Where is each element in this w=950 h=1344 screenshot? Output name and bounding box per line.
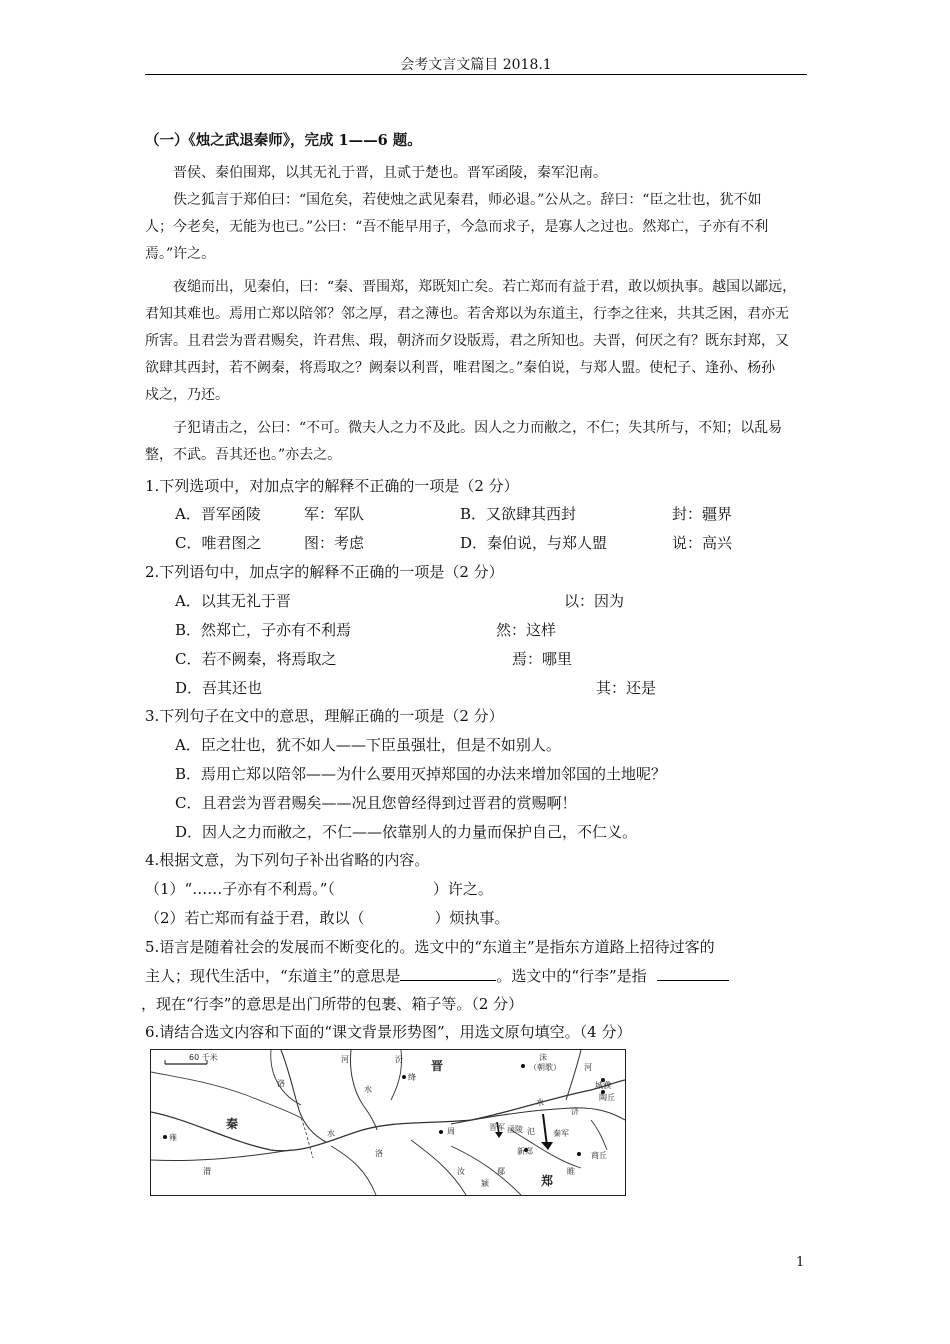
map-river-luo [271, 1050, 301, 1105]
map-label-shangqiu: 商丘 [591, 1151, 607, 1160]
map-label-ying: 颍 [481, 1179, 489, 1188]
section-title: （一）《烛之武退秦师》，完成 1——6 题。 [145, 132, 422, 149]
map-label-qinjun: 秦军 [553, 1129, 569, 1138]
map-label-he-east: 河 [584, 1063, 592, 1072]
question-3-stem: 3.下列句子在文中的意思，理解正确的一项是（2 分） [145, 707, 504, 725]
map-label-xinzheng: 新郑 [517, 1147, 533, 1156]
q1-option-d: D．秦伯说，与郑人盟 [460, 534, 608, 552]
map-river-wei [151, 1150, 291, 1161]
question-4-stem: 4.根据文意，为下列句子补出省略的内容。 [145, 851, 430, 869]
map-label-water: 水 [327, 1129, 335, 1138]
q4-sentence-2 [145, 908, 510, 928]
map-label-chengpu: 城濮 [595, 1081, 611, 1090]
passage-line: 焉。”许之。 [145, 246, 216, 262]
city-dot [521, 1064, 525, 1068]
q4-s1-prefix: （1）“……子亦有不利焉。”（ [145, 880, 335, 898]
map-label-sui: 睢 [567, 1167, 575, 1176]
map-label-ji: 济 [571, 1107, 579, 1116]
q5-answer-blank-1[interactable] [400, 966, 496, 981]
city-dot [439, 1130, 443, 1134]
passage-line: 晋侯、秦伯围郑，以其无礼于晋，且贰于楚也。晋军函陵，秦军氾南。 [173, 165, 607, 181]
q2-option-a-explanation: 以：因为 [564, 592, 625, 610]
q1-option-c-explanation: 图：考虑 [304, 534, 365, 552]
q5-text-b: 。选文中的“行李”是指 [496, 967, 647, 985]
map-label-jin: 晋 [431, 1059, 444, 1073]
q4-sentence-1 [145, 879, 493, 899]
q2-option-b: B．然郑亡，子亦有不利焉 [175, 621, 352, 639]
map-label-fan: 氾 [527, 1127, 535, 1136]
q2-option-b-explanation: 然：这样 [496, 621, 557, 639]
passage-line: 所害。且君尝为晋君赐矣，许君焦、瑕，朝济而夕设版焉，君之所知也。夫晋，何厌之有？既东封郑，又 [145, 333, 789, 349]
question-2-stem: 2.下列语句中，加点字的解释不正确的一项是（2 分） [145, 563, 504, 581]
q1-option-b: B．又欲肆其西封 [460, 505, 577, 523]
q3-option-c: C．且君尝为晋君赐矣——况且您曾经得到过晋君的赏赐啊！ [175, 794, 577, 812]
map-label-chaoge: （朝歌） [529, 1063, 561, 1072]
q1-option-a: A．晋军函陵 [175, 505, 261, 523]
q2-option-d: D．吾其还也 [175, 679, 263, 697]
q5-answer-blank-2[interactable] [657, 966, 729, 981]
map-river-ji [451, 1108, 625, 1124]
q2-option-a: A．以其无礼于晋 [175, 592, 291, 610]
question-1-stem: 1.下列选项中，对加点字的解释不正确的一项是（2 分） [145, 477, 519, 495]
q3-option-d: D．因人之力而敝之，不仁——依靠别人的力量而保护自己，不仁义。 [175, 823, 638, 841]
map-label-zhou: 周 [447, 1127, 455, 1136]
passage-line: 子犯请击之，公曰：“不可。微夫人之力不及此。因人之力而敝之，不仁；失其所与，不知；以乱易 [173, 420, 783, 436]
map-label-yan: 鄢 [497, 1167, 505, 1176]
map-svg [151, 1050, 625, 1195]
q3-option-b: B．焉用亡郑以陪邻——为什么要用灭掉郑国的办法来增加邻国的土地呢？ [175, 765, 667, 783]
header-rule [145, 74, 807, 75]
q1-option-b-explanation: 封：疆界 [672, 505, 733, 523]
map-label-hanling: 函陵 [507, 1125, 523, 1134]
map-scale-label: 60 千米 [189, 1053, 218, 1062]
map-label-luo: 洛 [277, 1079, 285, 1088]
q5-text-a: 主人；现代生活中，“东道主”的意思是 [145, 967, 401, 985]
question-5-line-1: 5.语言是随着社会的发展而不断变化的。选文中的“东道主”是指东方道路上招待过客的 [145, 938, 715, 956]
qin-army-arrow [543, 1114, 547, 1146]
q4-s2-prefix: （2）若亡郑而有益于君，敢以（ [145, 909, 365, 927]
q2-option-c-explanation: 焉：哪里 [512, 650, 573, 668]
jin-army-arrowhead [495, 1132, 503, 1138]
map-label-ru: 汝 [457, 1167, 465, 1176]
map-label-jinjun: 晋军 [489, 1123, 505, 1132]
question-5-line-3: ，现在“行李”的意思是出门所带的包裹、箱子等。（2 分） [141, 995, 524, 1013]
q2-option-c: C．若不阙秦，将焉取之 [175, 650, 337, 668]
city-dot [402, 1075, 406, 1079]
passage-line: 人；今老矣，无能为也已。”公曰：“吾不能早用子，今急而求子，是寡人之过也。然郑亡，子亦有不利 [145, 219, 769, 235]
passage-line: 欲肆其西封，若不阙秦，将焉取之？阙秦以利晋，唯君图之。”秦伯说，与郑人盟。使杞子、逢孙、杨孙 [145, 360, 776, 376]
q3-option-a: A．臣之壮也，犹不如人——下臣虽强壮，但是不如别人。 [175, 736, 561, 754]
map-label-fen: 汾 [395, 1055, 403, 1064]
passage-line: 整，不武。吾其还也。”亦去之。 [145, 447, 342, 463]
background-situation-map [150, 1049, 626, 1196]
map-river [591, 1120, 607, 1150]
map-river-main [151, 1080, 625, 1151]
map-label-taoqiu: 陶丘 [599, 1093, 615, 1102]
map-label-zheng: 郑 [541, 1174, 554, 1188]
question-5-line-2 [145, 966, 729, 986]
question-6-stem: 6.请结合选文内容和下面的“课文背景形势图”，用选文原句填空。（4 分） [145, 1023, 632, 1041]
map-label-jiang: 绛 [408, 1073, 416, 1082]
q4-s2-suffix: ）烦执事。 [434, 909, 510, 927]
passage-line: 夜缒而出，见秦伯，曰：“秦、晋围郑，郑既知亡矣。若亡郑而有益于君，敢以烦执事。越国以鄙远， [173, 279, 797, 295]
passage-line: 君知其难也。焉用亡郑以陪邻？邻之厚，君之薄也。若舍郑以为东道主，行李之往来，共其乏困，君亦无 [145, 306, 789, 322]
city-dot [577, 1152, 581, 1156]
map-label-luo-river: 洛 [375, 1149, 383, 1158]
city-dot [163, 1135, 167, 1139]
q2-option-d-explanation: 其：还是 [596, 679, 657, 697]
q4-s1-suffix: ）许之。 [432, 880, 493, 898]
map-label-mei: 沫 [539, 1053, 547, 1062]
page-header: 会考文言文篇目 2018.1 [400, 57, 552, 73]
passage-line: 佚之狐言于郑伯曰：“国危矣，若使烛之武见秦君，师必退。”公从之。辞曰：“臣之壮也，犹不如 [173, 192, 762, 208]
map-label-he: 河 [341, 1055, 349, 1064]
map-label-yong: 雍 [169, 1133, 177, 1142]
qin-army-arrowhead [541, 1142, 553, 1150]
q1-option-d-explanation: 说：高兴 [672, 534, 733, 552]
map-river [331, 1146, 376, 1195]
map-boundary [301, 1118, 313, 1158]
map-label-water: 水 [536, 1098, 544, 1107]
passage-line: 戍之，乃还。 [145, 387, 229, 403]
map-label-water: 水 [364, 1085, 372, 1094]
map-label-qin: 秦 [226, 1117, 239, 1131]
page-number: 1 [796, 1255, 805, 1270]
map-label-wei: 渭 [203, 1167, 211, 1176]
q1-option-a-explanation: 军：军队 [304, 505, 365, 523]
q1-option-c: C．唯君图之 [175, 534, 262, 552]
